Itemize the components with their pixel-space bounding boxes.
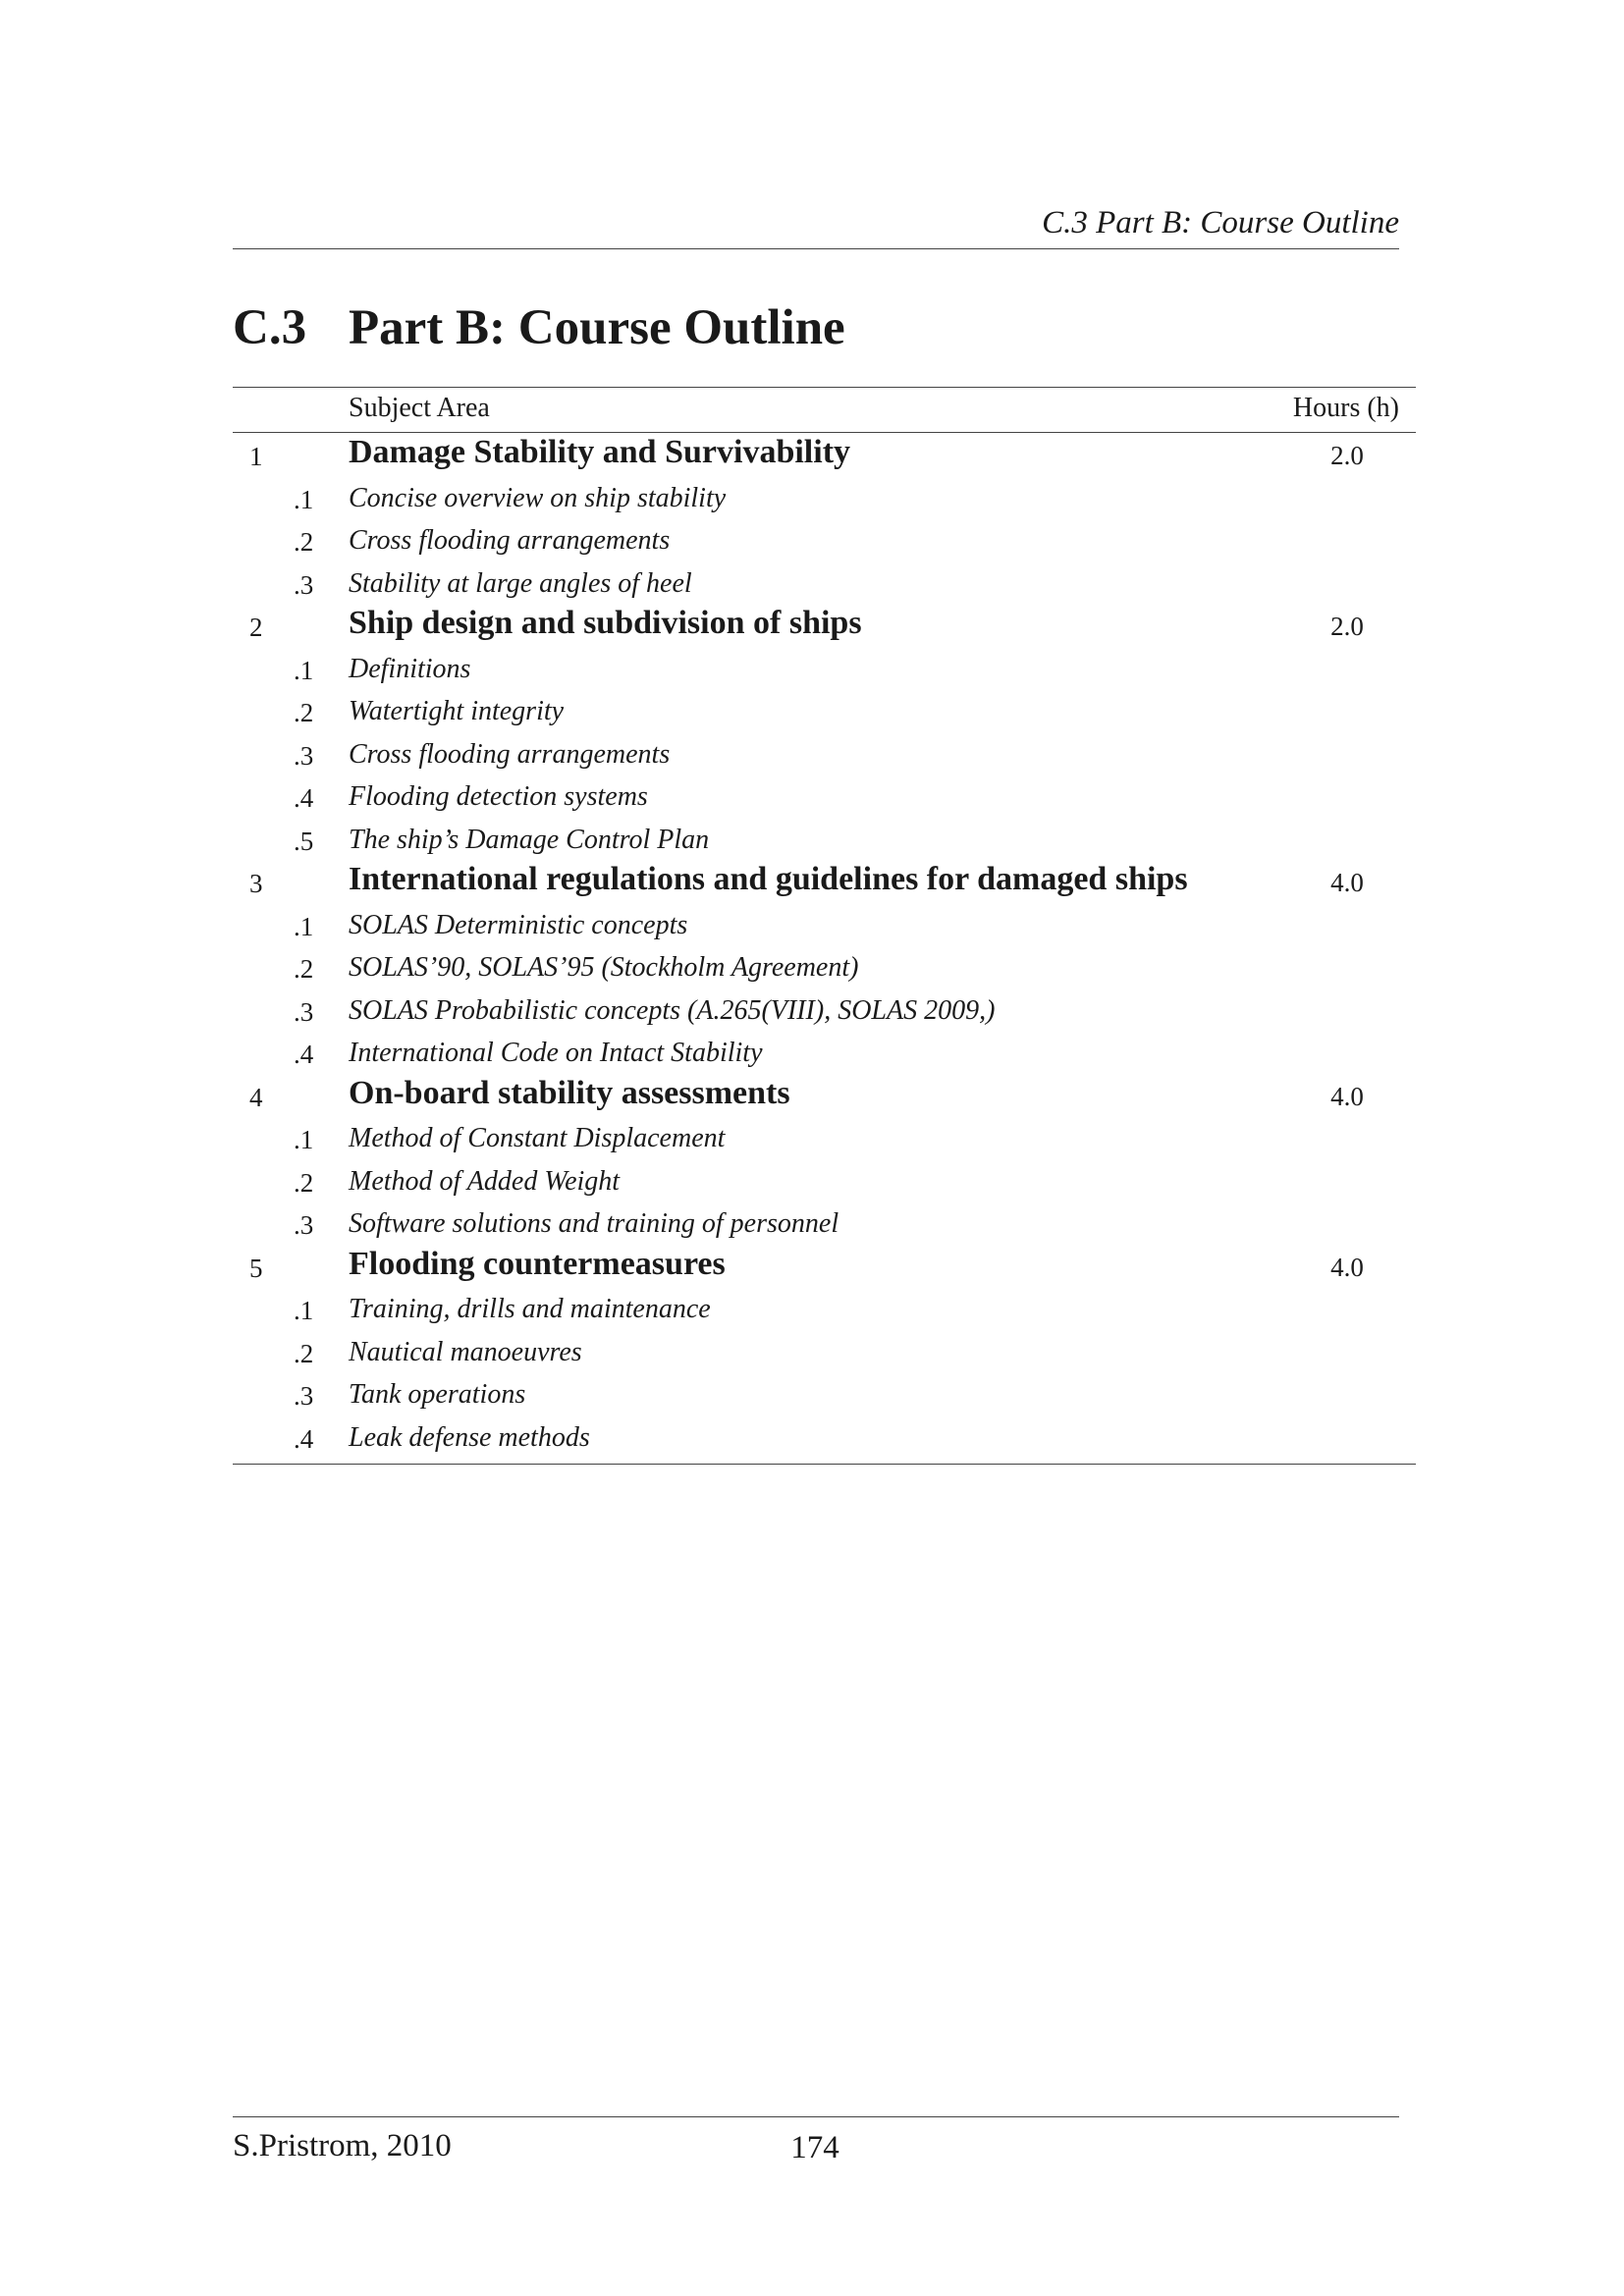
subtopic-title: Method of Added Weight	[349, 1165, 621, 1197]
topic-title: International regulations and guidelines for damaged ships	[349, 861, 1188, 897]
subtopic-number: .1	[294, 911, 314, 941]
table-header-row	[233, 388, 1416, 432]
topic-number: 1	[249, 442, 263, 471]
subject-area-header: Subject Area	[349, 393, 490, 423]
topic-number: 2	[249, 613, 263, 642]
topic-number: 4	[249, 1082, 263, 1112]
topic-title: Damage Stability and Survivability	[349, 434, 851, 470]
subtopic-row	[233, 818, 1416, 861]
subtopic-row	[233, 1287, 1416, 1330]
topic-row	[233, 604, 1416, 647]
subtopic-title: Watertight integrity	[349, 696, 565, 726]
subtopic-row	[233, 1372, 1416, 1415]
subtopic-title: SOLAS Deterministic concepts	[349, 909, 688, 940]
topic-row	[233, 433, 1416, 476]
subtopic-title: Tank operations	[349, 1379, 526, 1410]
subtopic-number: .1	[294, 484, 314, 514]
subtopic-number: .4	[294, 783, 314, 813]
topic-hours: 4.0	[1330, 1081, 1364, 1111]
topic-row	[233, 1074, 1416, 1117]
subtopic-row	[233, 945, 1416, 988]
subtopic-title: Leak defense methods	[349, 1421, 590, 1453]
topic-hours: 4.0	[1330, 868, 1364, 897]
subtopic-row	[233, 689, 1416, 732]
subtopic-title: Cross flooding arrangements	[349, 525, 671, 556]
subtopic-number: .4	[294, 1040, 314, 1069]
section-number: C.3	[233, 300, 307, 355]
topic-hours: 2.0	[1330, 441, 1364, 470]
subtopic-row	[233, 647, 1416, 690]
subtopic-number: .3	[294, 569, 314, 600]
subtopic-row	[233, 1415, 1416, 1459]
topic-number: 3	[249, 869, 263, 898]
subtopic-row	[233, 518, 1416, 561]
subtopic-row	[233, 988, 1416, 1032]
subtopic-title: Cross flooding arrangements	[349, 738, 671, 770]
subtopic-title: Concise overview on ship stability	[349, 482, 727, 513]
subtopic-number: .2	[294, 527, 314, 557]
subtopic-title: Definitions	[349, 653, 471, 684]
subtopic-number: .2	[294, 1338, 314, 1368]
subtopic-row	[233, 561, 1416, 605]
subtopic-number: .3	[294, 1381, 314, 1411]
running-head: C.3 Part B: Course Outline	[1042, 205, 1399, 240]
section-heading: Part B: Course Outline	[349, 300, 845, 355]
course-outline-table	[233, 387, 1416, 1465]
topic-title: Ship design and subdivision of ships	[349, 605, 862, 641]
subtopic-number: .3	[294, 1210, 314, 1240]
subtopic-row	[233, 1159, 1416, 1202]
footer-rule	[233, 2116, 1399, 2117]
subtopic-row	[233, 1330, 1416, 1373]
topic-title: Flooding countermeasures	[349, 1245, 726, 1282]
subtopic-title: Stability at large angles of heel	[349, 567, 692, 599]
topic-hours: 2.0	[1330, 612, 1364, 641]
subtopic-number: .1	[294, 655, 314, 685]
subtopic-number: .1	[294, 1296, 314, 1325]
header-rule	[233, 248, 1399, 249]
subtopic-title: Nautical manoeuvres	[349, 1336, 582, 1367]
subtopic-title: Method of Constant Displacement	[349, 1123, 726, 1153]
table-bottom-rule	[233, 1464, 1416, 1465]
subtopic-title: SOLAS Probabilistic concepts (A.265(VIII), SOLAS 2009,)	[349, 994, 996, 1026]
subtopic-number: .2	[294, 954, 314, 984]
subtopic-number: .4	[294, 1423, 314, 1454]
subtopic-row	[233, 1201, 1416, 1245]
topic-number: 5	[249, 1253, 263, 1283]
subtopic-number: .3	[294, 996, 314, 1027]
subtopic-title: Flooding detection systems	[349, 781, 648, 812]
page-number: 174	[790, 2130, 839, 2165]
subtopic-number: .2	[294, 1167, 314, 1198]
subtopic-title: International Code on Intact Stability	[349, 1038, 763, 1068]
subtopic-row	[233, 1031, 1416, 1074]
subtopic-number: .3	[294, 740, 314, 771]
subtopic-number: .1	[294, 1125, 314, 1154]
hours-header: Hours (h)	[1292, 393, 1399, 423]
subtopic-number: .5	[294, 826, 314, 856]
subtopic-row	[233, 732, 1416, 775]
topic-hours: 4.0	[1330, 1252, 1364, 1282]
subtopic-row	[233, 1116, 1416, 1159]
section-title	[233, 296, 845, 359]
footer-author: S.Pristrom, 2010	[233, 2128, 452, 2163]
subtopic-title: SOLAS’90, SOLAS’95 (Stockholm Agreement)	[349, 952, 859, 983]
subtopic-row	[233, 774, 1416, 818]
subtopic-title: Software solutions and training of personnel	[349, 1208, 839, 1239]
topic-row	[233, 860, 1416, 903]
subtopic-title: The ship’s Damage Control Plan	[349, 824, 710, 855]
subtopic-number: .2	[294, 698, 314, 727]
subtopic-row	[233, 903, 1416, 946]
subtopic-title: Training, drills and maintenance	[349, 1294, 711, 1324]
subtopic-row	[233, 476, 1416, 519]
topic-row	[233, 1245, 1416, 1288]
topic-title: On-board stability assessments	[349, 1074, 790, 1111]
table-body	[233, 433, 1416, 1458]
